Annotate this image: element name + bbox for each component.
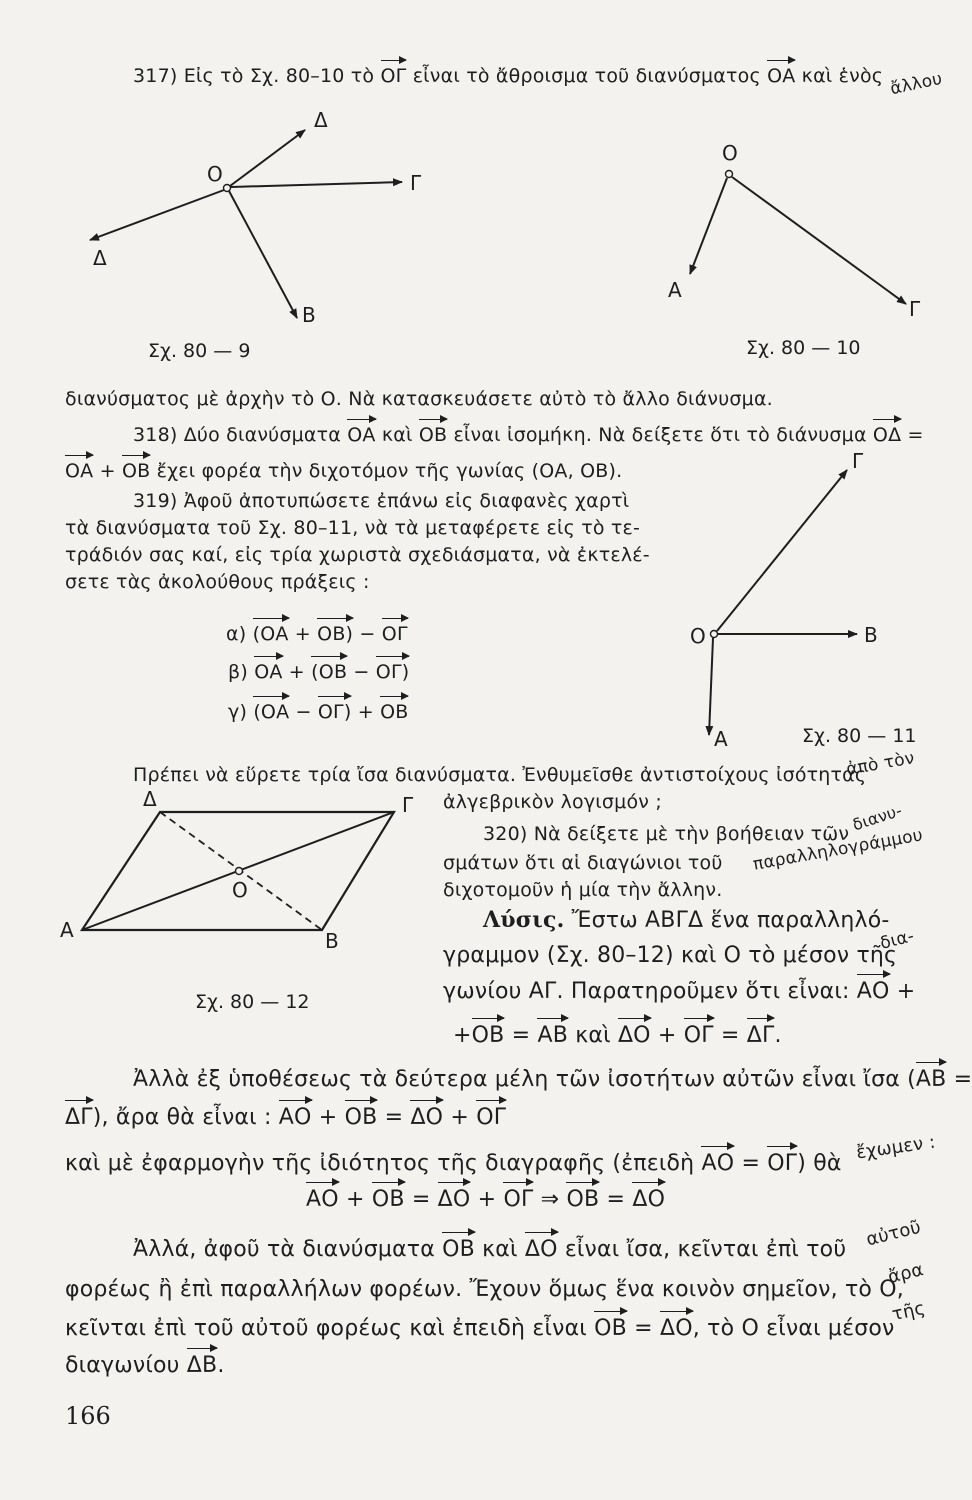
- vector-og: ΟΓ: [476, 1105, 507, 1130]
- vector-ob: (ΟΒ: [311, 661, 348, 683]
- vector-od: ΟΔ: [872, 424, 902, 446]
- problem-320-line2-curl: παραλληλογράμμου: [751, 825, 925, 875]
- problem-319-tail1: Πρέπει νὰ εὕρετε τρία ἴσα διανύσματα. Ἐνθυμεῖσθε ἀντιστοίχους ἰσότητας: [133, 764, 867, 786]
- vector-oa: (ΟΑ: [253, 701, 290, 723]
- vector-ob: [229, 191, 297, 318]
- solution-line2: γραμμον (Σχ. 80–12) καὶ Ο τὸ μέσον τῆς: [443, 943, 898, 968]
- solution-para2-line3-curl: τῆς: [890, 1297, 928, 1326]
- vector-ao: ΑΟ: [306, 1187, 339, 1212]
- solution-para2-line1-curl: αὐτοῦ: [864, 1216, 924, 1251]
- vector-oa: (ΟΑ: [252, 623, 289, 645]
- vector-ab: ΑΒ: [915, 1067, 947, 1092]
- vector-ob: ΟΒ: [418, 424, 448, 446]
- figure-80-12: [60, 787, 414, 1013]
- solution-para1-line3: καὶ μὲ ἐφαρμογὴν τῆς ἰδιότητος τῆς διαγραφῆς (ἐπειδὴ ΑΟ = ΟΓ) θὰ: [65, 1151, 842, 1176]
- problem-319-line3: τράδιόν σας καί, εἰς τρία χωριστὰ σχεδιάσματα, νὰ ἐκτελέ-: [65, 544, 650, 566]
- solution-para2-line2-curl: ἄρα: [885, 1259, 926, 1289]
- vector-ob: ΟΒ: [371, 1187, 405, 1212]
- vector-oa: ΟΑ: [767, 65, 796, 87]
- vector-ao: ΑΟ: [278, 1105, 312, 1130]
- problem-320-line2: σμάτων ὅτι αἱ διαγώνιοι τοῦ: [443, 852, 723, 874]
- figure-80-11: [690, 449, 917, 751]
- operation-b: β) ΟΑ + (ΟΒ − ΟΓ): [228, 661, 410, 683]
- problem-319-tail2: ἀλγεβρικὸν λογισμόν ;: [443, 791, 662, 813]
- vector-ob: ΟΒ): [317, 623, 354, 645]
- label-a: Α: [668, 278, 682, 302]
- caption-80-9: Σχ. 80 — 9: [148, 340, 251, 362]
- point-o: [711, 631, 718, 638]
- solution-equation: ΑΟ + ΟΒ = ΔΟ + ΟΓ ⇒ ΟΒ = ΔΟ: [306, 1187, 666, 1212]
- point-o: [224, 185, 231, 192]
- solution-line2-curl: δια-: [878, 926, 917, 954]
- vector-og: ΟΓ: [767, 1151, 798, 1176]
- problem-319-tail1-curl: ἀπὸ τὸν: [844, 748, 916, 780]
- solution-para2-line2: φορέως ἢ ἐπὶ παραλλήλων φορέων. Ἔχουν ὅμως ἕνα κοινὸν σημεῖον, τὸ Ο,: [65, 1277, 904, 1302]
- problem-320-line1-curl: διανυ-: [850, 800, 905, 835]
- problem-317-line2: διανύσματος μὲ ἀρχὴν τὸ Ο. Νὰ κατασκευάσετε αὐτὸ τὸ ἄλλο διάνυσμα.: [65, 388, 773, 410]
- solution-para2-line4: διαγωνίου ΔΒ.: [65, 1353, 225, 1378]
- vector-ob: ΟΒ: [471, 1023, 505, 1048]
- label-o: Ο: [690, 624, 706, 648]
- vector-ab: ΑΒ: [537, 1023, 569, 1048]
- figure-80-9: [90, 108, 422, 362]
- vector-do: ΔΟ: [524, 1237, 558, 1262]
- vector-do: ΔΟ: [437, 1187, 471, 1212]
- figure-80-10: [668, 141, 921, 359]
- vector-ob: ΟΒ: [594, 1316, 627, 1341]
- vector-oa: [709, 638, 713, 735]
- vector-dg: ΔΓ: [746, 1023, 775, 1048]
- vector-do: ΔΟ: [659, 1316, 693, 1341]
- label-g: Γ: [402, 793, 414, 817]
- vector-dg: ΔΓ: [65, 1105, 93, 1130]
- vector-oa: [690, 178, 727, 274]
- vector-og: [231, 182, 402, 187]
- vector-og: [732, 177, 906, 304]
- vector-do: ΔΟ: [617, 1023, 651, 1048]
- vector-og: ΟΓ: [503, 1187, 534, 1212]
- solution-para1-line1: Ἀλλὰ ἐξ ὑποθέσεως τὰ δεύτερα μέλη τῶν ἰσοτήτων αὐτῶν εἶναι ἴσα (ΑΒ =: [133, 1067, 972, 1092]
- vector-og: ΟΓ: [380, 65, 407, 87]
- vector-do: ΔΟ: [632, 1187, 666, 1212]
- problem-317-line1: 317) Εἰς τὸ Σχ. 80–10 τὸ ΟΓ εἶναι τὸ ἄθροισμα τοῦ διανύσματος ΟΑ καὶ ἑνὸς: [133, 65, 884, 87]
- vector-ob: ΟΒ: [380, 701, 409, 723]
- problem-318-line2: ΟΑ + ΟΒ ἔχει φορέα τὴν διχοτόμον τῆς γωνίας (ΟΑ, ΟΒ).: [65, 460, 623, 482]
- label-d: Δ: [143, 787, 157, 811]
- label-d-top: Δ: [314, 108, 328, 132]
- label-a: Α: [60, 918, 74, 942]
- label-b: Β: [302, 303, 316, 327]
- problem-319-line4: σετε τὰς ἀκολούθους πράξεις :: [65, 571, 370, 593]
- problem-320-line1: 320) Νὰ δείξετε μὲ τὴν βοήθειαν τῶν: [483, 823, 850, 845]
- vector-ob: ΟΒ: [442, 1237, 475, 1262]
- vector-ob: ΟΒ: [344, 1105, 378, 1130]
- label-g: Γ: [410, 171, 422, 195]
- solution-para2-line3: κεῖνται ἐπὶ τοῦ αὐτοῦ φορέως καὶ ἐπειδὴ εἶναι ΟΒ = ΔΟ, τὸ Ο εἶναι μέσον: [65, 1316, 895, 1341]
- problem-319-line2: τὰ διανύσματα τοῦ Σχ. 80–11, νὰ τὰ μεταφέρετε εἰς τὸ τε-: [65, 517, 641, 539]
- vector-ao: ΑΟ: [856, 979, 890, 1004]
- solution-para1-line2: ΔΓ), ἄρα θὰ εἶναι : ΑΟ + ΟΒ = ΔΟ + ΟΓ: [65, 1105, 507, 1130]
- vector-og: ΟΓ: [683, 1023, 714, 1048]
- vector-oa: ΟΑ: [347, 424, 376, 446]
- vector-oa: ΟΑ: [254, 661, 283, 683]
- problem-320-line3: διχοτομοῦν ἡ μία τὴν ἄλλην.: [443, 879, 723, 901]
- vector-og: ΟΓ): [375, 661, 410, 683]
- label-o: Ο: [722, 141, 738, 165]
- caption-80-10: Σχ. 80 — 10: [746, 337, 861, 359]
- vector-ao: ΑΟ: [701, 1151, 735, 1176]
- vector-do: ΔΟ: [410, 1105, 444, 1130]
- vector-ob: ΟΒ: [121, 460, 151, 482]
- vector-od-top: [230, 130, 305, 186]
- caption-80-11: Σχ. 80 — 11: [802, 725, 917, 747]
- point-o: [236, 868, 243, 875]
- solution-line3: γωνίου ΑΓ. Παρατηροῦμεν ὅτι εἶναι: ΑΟ +: [443, 979, 916, 1004]
- solution-line4: +ΟΒ = ΑΒ καὶ ΔΟ + ΟΓ = ΔΓ.: [453, 1023, 782, 1048]
- operation-a: α) (ΟΑ + ΟΒ) − ΟΓ: [226, 623, 408, 645]
- solution-para1-line3-curl: ἔχωμεν :: [854, 1131, 937, 1164]
- vector-od-left: [90, 190, 224, 240]
- vector-db: ΔΒ: [186, 1353, 218, 1378]
- operation-c: γ) (ΟΑ − ΟΓ) + ΟΒ: [228, 701, 409, 723]
- caption-80-12: Σχ. 80 — 12: [195, 991, 310, 1013]
- label-b: Β: [864, 623, 878, 647]
- label-g: Γ: [909, 297, 921, 321]
- label-o: Ο: [232, 878, 248, 902]
- label-g: Γ: [852, 449, 864, 473]
- page-number: 166: [65, 1402, 111, 1430]
- solution-title: Λύσις.: [483, 907, 565, 933]
- solution-line1: Λύσις. Ἔστω ΑΒΓΔ ἕνα παραλληλό-: [483, 907, 890, 933]
- vector-oa: ΟΑ: [65, 460, 94, 482]
- problem-318-line1: 318) Δύο διανύσματα ΟΑ καὶ ΟΒ εἶναι ἰσομήκη. Νὰ δείξετε ὅτι τὸ διάνυσμα ΟΔ =: [133, 424, 924, 446]
- vector-og: ΟΓ: [381, 623, 408, 645]
- label-a: Α: [714, 727, 728, 751]
- vector-ob: ΟΒ: [566, 1187, 600, 1212]
- vector-og: [717, 470, 847, 631]
- problem-317-curl: ἄλλου: [888, 68, 945, 100]
- point-o: [726, 171, 733, 178]
- problem-319-line1: 319) Ἀφοῦ ἀποτυπώσετε ἐπάνω εἰς διαφανὲς χαρτὶ: [133, 490, 630, 512]
- solution-para2-line1: Ἀλλά, ἀφοῦ τὰ διανύσματα ΟΒ καὶ ΔΟ εἶναι ἴσα, κεῖνται ἐπὶ τοῦ: [133, 1237, 847, 1262]
- vector-og: ΟΓ): [317, 701, 352, 723]
- label-b: Β: [325, 929, 339, 953]
- label-d-left: Δ: [93, 246, 107, 270]
- label-o: Ο: [207, 162, 223, 186]
